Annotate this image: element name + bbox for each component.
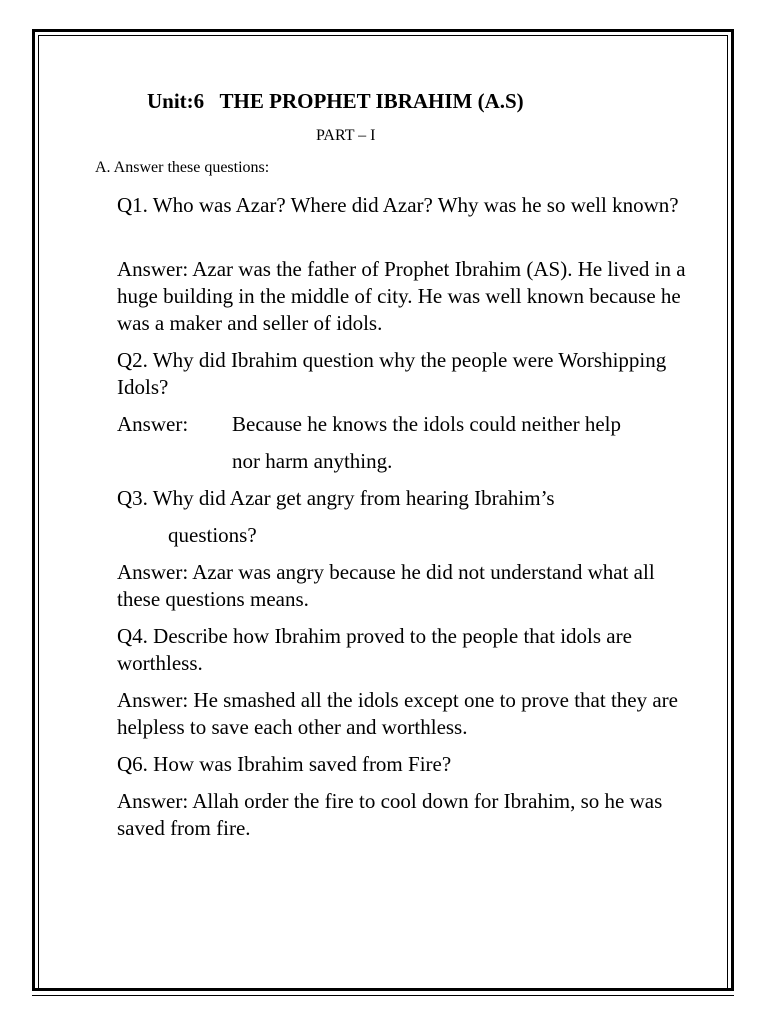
answer-2-label: Answer:: [117, 412, 189, 436]
question-3-line-2: questions?: [168, 523, 257, 547]
answer-2-line-1: Because he knows the idols could neither help: [232, 412, 621, 436]
bottom-rule: [32, 995, 734, 996]
page-border-inner: [38, 35, 728, 989]
question-4: Q4. Describe how Ibrahim proved to the people that idols are worthless.: [117, 624, 632, 675]
answer-2-line-2: nor harm anything.: [232, 449, 393, 473]
answer-4: Answer: He smashed all the idols except one to prove that they are helpless to save each other and worthless.: [117, 688, 678, 739]
answer-6: Answer: Allah order the fire to cool down for Ibrahim, so he was saved from fire.: [117, 789, 663, 840]
question-6: Q6. How was Ibrahim saved from Fire?: [117, 752, 452, 776]
answer-1: Answer: Azar was the father of Prophet Ibrahim (AS). He lived in a huge building in the middle of city. He was well known because he was a maker and seller of idols.: [117, 257, 686, 335]
question-1: Q1. Who was Azar? Where did Azar? Why was he so well known?: [117, 193, 679, 217]
section-heading: A. Answer these questions:: [95, 159, 270, 176]
question-2: Q2. Why did Ibrahim question why the people were Worshipping Idols?: [117, 348, 667, 399]
answer-3: Answer: Azar was angry because he did not understand what all these questions means.: [117, 560, 655, 611]
part-heading: PART – I: [316, 127, 376, 144]
question-3-line-1: Q3. Why did Azar get angry from hearing Ibrahim’s: [117, 486, 555, 510]
unit-title: Unit:6 THE PROPHET IBRAHIM (A.S): [147, 89, 524, 113]
